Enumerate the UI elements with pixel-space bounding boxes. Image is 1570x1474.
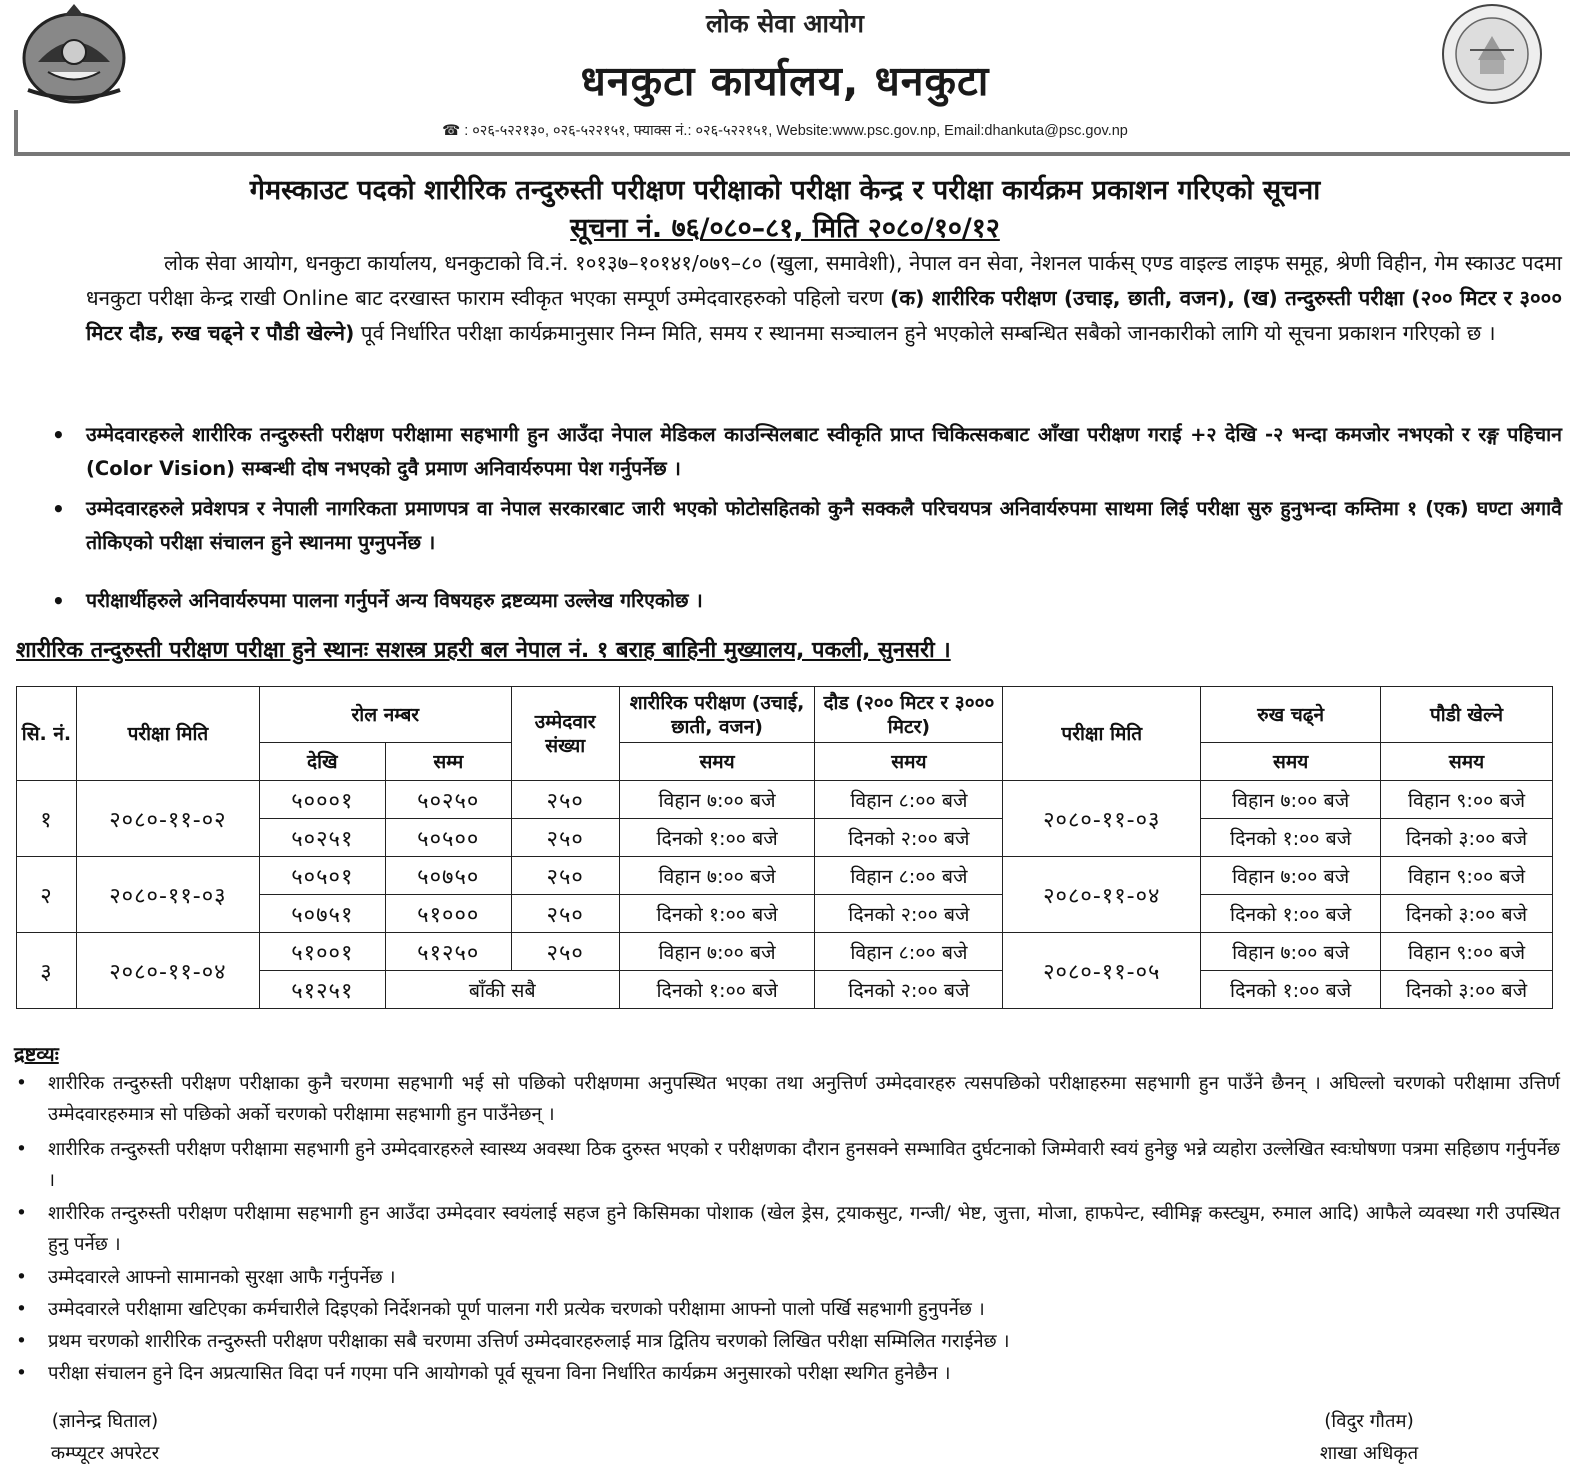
cell-race-time: विहान ८:०० बजे xyxy=(815,857,1003,895)
cell-roll-from: ५१२५१ xyxy=(259,971,385,1009)
header-exam-date-2: परीक्षा मिति xyxy=(1003,687,1201,781)
psc-seal-icon xyxy=(1440,2,1544,106)
contact-info: ☎ : ०२६-५२२१३०, ०२६-५२२१५१, फ्याक्स नं.: ०२६-५२२१५१, Website:www.psc.gov.np, Email:dhankuta@psc.gov.np xyxy=(442,123,1128,139)
remark-text: शारीरिक तन्दुरुस्ती परीक्षण परीक्षाका कुनै चरणमा सहभागी भई सो पछिको परीक्षणमा अनुपस्थित भएका तथा अनुत्तिर्ण उम्मेदवारहरु त्यसपछिको परीक्षाहरुमा सहभागी हुन पाउँने छैनन् । अघिल्लो चरणको परीक्षामा उत्तिर्ण उम्मेदवारहरुमात्र सो पछिको अर्को चरणको परीक्षामा सहभागी हुन पाउँनेछन् । xyxy=(48,1073,1560,1125)
list-item-text: उम्मेदवारहरुले शारीरिक तन्दुरुस्ती परीक्षण परीक्षामा सहभागी हुन आउँदा नेपाल मेडिकल काउन्सिलबाट स्वीकृति प्राप्त चिकित्सकबाट आँखा परीक्षण गराई +२ देखि -२ भन्दा कमजोर नभएको र रङ्ग पहिचान (Color Vision) सम्बन्धी दोष नभएको दुवै प्रमाण अनिवार्यरुपमा पेश गर्नुपर्नेछ । xyxy=(86,423,1562,480)
intro-paragraph xyxy=(86,246,1562,351)
signature-left xyxy=(20,1406,190,1470)
remarks-title: द्रष्टव्यः xyxy=(14,1042,59,1066)
cell-race-time: दिनको २:०० बजे xyxy=(815,819,1003,857)
cell-date: २०८०-११-०४ xyxy=(76,933,259,1009)
cell-race-time: दिनको २:०० बजे xyxy=(815,895,1003,933)
bullet-icon: • xyxy=(16,1139,27,1160)
cell-physical-time: विहान ७:०० बजे xyxy=(619,933,815,971)
remark-text: शारीरिक तन्दुरुस्ती परीक्षण परीक्षामा सहभागी हुन आउँदा उम्मेदवार स्वयंलाई सहज हुने किसिमका पोशाक (खेल ड्रेस, ट्रयाकसुट, गन्जी/ भेष्ट, जुत्ता, मोजा, हाफपेन्ट, स्वीमिङ्ग कस्ट्युम, रुमाल आदि) आफैले व्यवस्था गरी उपस्थित हुनु पर्नेछ । xyxy=(48,1203,1560,1255)
cell-sn: १ xyxy=(17,781,77,857)
cell-count: २५० xyxy=(511,895,619,933)
cell-sn: ३ xyxy=(17,933,77,1009)
table-row xyxy=(17,857,1553,895)
cell-tree-time: विहान ७:०० बजे xyxy=(1201,933,1381,971)
signatory-title: कम्प्यूटर अपरेटर xyxy=(50,1443,160,1464)
cell-roll-to: ५०२५० xyxy=(385,781,511,819)
intro-text-1: लोक सेवा आयोग, धनकुटा कार्यालय, धनकुटाको वि.नं. १०१३७–१०१४१/०७९–८० (खुला, समावेशी), नेपाल वन सेवा, नेशनल पार्कस् एण्ड वाइल्ड लाइफ समूह, श्रेणी विहीन, गेम स्काउट पदमा धनकुटा परीक्षा केन्द्र राखी Online बाट दरखास्त फाराम स्वीकृत भएका सम्पूर्ण उम्मेदवारहरुको पहिलो चरण xyxy=(86,251,1562,310)
header-race: दौड (२०० मिटर र ३००० मिटर) xyxy=(815,687,1003,743)
cell-roll-from: ५०२५१ xyxy=(259,819,385,857)
cell-swim-time: दिनको ३:०० बजे xyxy=(1381,819,1553,857)
bullet-icon: • xyxy=(16,1331,27,1352)
bullet-icon: • xyxy=(16,1363,27,1384)
cell-physical-time: दिनको १:०० बजे xyxy=(619,819,815,857)
cell-date-2: २०८०-११-०५ xyxy=(1003,933,1201,1009)
header-candidate-count: उम्मेदवार संख्या xyxy=(511,687,619,781)
header-time: समय xyxy=(619,743,815,781)
cell-roll-to: ५०५०० xyxy=(385,819,511,857)
cell-sn: २ xyxy=(17,857,77,933)
cell-race-time: दिनको २:०० बजे xyxy=(815,971,1003,1009)
header-exam-date: परीक्षा मिति xyxy=(76,687,259,781)
bullet-icon: • xyxy=(52,589,65,613)
cell-physical-time: विहान ७:०० बजे xyxy=(619,781,815,819)
cell-count: २५० xyxy=(511,933,619,971)
cell-swim-time: विहान ९:०० बजे xyxy=(1381,933,1553,971)
remark-text: उम्मेदवारले आफ्नो सामानको सुरक्षा आफै गर्नुपर्नेछ । xyxy=(48,1267,396,1288)
cell-roll-to: ५०७५० xyxy=(385,857,511,895)
header-swimming: पौडी खेल्ने xyxy=(1381,687,1553,743)
bullet-icon: • xyxy=(16,1073,27,1094)
header-physical-test: शारीरिक परीक्षण (उचाई, छाती, वजन) xyxy=(619,687,815,743)
notice-number-date: सूचना नं. ७६/०८०–८१, मिति २०८०/१०/१२ xyxy=(570,213,1000,244)
cell-roll-from: ५०५०१ xyxy=(259,857,385,895)
cell-roll-to: ५१००० xyxy=(385,895,511,933)
signatory-title: शाखा अधिकृत xyxy=(1319,1443,1419,1464)
cell-tree-time: दिनको १:०० बजे xyxy=(1201,819,1381,857)
cell-date-2: २०८०-११-०३ xyxy=(1003,781,1201,857)
cell-swim-time: विहान ९:०० बजे xyxy=(1381,781,1553,819)
intro-bold-text: (क) शारीरिक परीक्षण (उचाइ, छाती, वजन), (ख) तन्दुरुस्ती परीक्षा (२०० मिटर र ३००० मिटर दौड, रुख चढ्ने र पौडी खेल्ने) xyxy=(86,286,1562,345)
bullet-icon: • xyxy=(16,1267,27,1288)
cell-tree-time: दिनको १:०० बजे xyxy=(1201,895,1381,933)
bullet-icon: • xyxy=(52,497,65,521)
cell-roll-from: ५०७५१ xyxy=(259,895,385,933)
table-row xyxy=(17,781,1553,819)
header-roll-number: रोल नम्बर xyxy=(259,687,511,743)
cell-count: २५० xyxy=(511,781,619,819)
remark-text: उम्मेदवारले परीक्षामा खटिएका कर्मचारीले दिइएको निर्देशनको पूर्ण पालना गरी प्रत्येक चरणको परीक्षामा आफ्नो पालो पर्खि सहभागी हुनुपर्नेछ । xyxy=(48,1299,985,1320)
header-from: देखि xyxy=(259,743,385,781)
remark-text: प्रथम चरणको शारीरिक तन्दुरुस्ती परीक्षण परीक्षाका सबै चरणमा उत्तिर्ण उम्मेदवारहरुलाई मात्र द्वितिय चरणको लिखित परीक्षा सम्मिलित गराईनेछ । xyxy=(48,1331,1010,1352)
list-item-text: परीक्षार्थीहरुले अनिवार्यरुपमा पालना गर्नुपर्ने अन्य विषयहरु द्रष्टव्यमा उल्लेख गरिएकोछ । xyxy=(86,589,703,612)
signatory-name: (ज्ञानेन्द्र घिताल) xyxy=(51,1411,159,1432)
organization-name: लोक सेवा आयोग xyxy=(706,9,864,38)
header-time: समय xyxy=(1381,743,1553,781)
bullet-icon: • xyxy=(52,423,65,447)
cell-race-time: विहान ८:०० बजे xyxy=(815,933,1003,971)
cell-swim-time: विहान ९:०० बजे xyxy=(1381,857,1553,895)
signature-right xyxy=(1284,1406,1454,1470)
cell-date: २०८०-११-०३ xyxy=(76,857,259,933)
table-row xyxy=(17,933,1553,971)
cell-race-time: विहान ८:०० बजे xyxy=(815,781,1003,819)
cell-physical-time: विहान ७:०० बजे xyxy=(619,857,815,895)
cell-date-2: २०८०-११-०४ xyxy=(1003,857,1201,933)
letterhead xyxy=(0,0,1570,158)
bullet-icon: • xyxy=(16,1299,27,1320)
header-to: सम्म xyxy=(385,743,511,781)
header-time: समय xyxy=(815,743,1003,781)
bullet-icon: • xyxy=(16,1203,27,1224)
list-item-text: उम्मेदवारहरुले प्रवेशपत्र र नेपाली नागरिकता प्रमाणपत्र वा नेपाल सरकारबाट जारी भएको फोटोसहितको कुनै सक्कलै परिचयपत्र अनिवार्यरुपमा साथमा लिई परीक्षा सुरु हुनुभन्दा कम्तिमा १ (एक) घण्टा अगावै तोकिएको परीक्षा संचालन हुने स्थानमा पुग्नुपर्नेछ । xyxy=(86,497,1562,554)
notice-title: गेमस्काउट पदको शारीरिक तन्दुरुस्ती परीक्षण परीक्षाको परीक्षा केन्द्र र परीक्षा कार्यक्रम प्रकाशन गरिएको सूचना xyxy=(249,175,1321,206)
cell-roll-from: ५१००१ xyxy=(259,933,385,971)
cell-remaining-all: बाँकी सबै xyxy=(385,971,619,1009)
cell-tree-time: विहान ७:०० बजे xyxy=(1201,781,1381,819)
remark-text: शारीरिक तन्दुरुस्ती परीक्षण परीक्षामा सहभागी हुने उम्मेदवारहरुले स्वास्थ्य अवस्था ठिक दुरुस्त भएको र परीक्षणका दौरान हुनसक्ने सम्भावित दुर्घटनाको जिम्मेवारी स्वयं हुनेछु भन्ने व्यहोरा उल्लेखित स्वःघोषणा पत्रमा सहिछाप गर्नुपर्नेछ । xyxy=(48,1139,1560,1191)
cell-count: २५० xyxy=(511,857,619,895)
office-name: धनकुटा कार्यालय, धनकुटा xyxy=(580,57,990,105)
cell-roll-from: ५०००१ xyxy=(259,781,385,819)
header-tree-climb: रुख चढ्ने xyxy=(1201,687,1381,743)
intro-text-2: पूर्व निर्धारित परीक्षा कार्यक्रमानुसार निम्न मिति, समय र स्थानमा सञ्चालन हुने भएकोले सम्बन्धित सबैको जानकारीको लागि यो सूचना प्रकाशन गरिएको छ । xyxy=(354,321,1496,345)
schedule-table xyxy=(16,686,1553,1009)
cell-date: २०८०-११-०२ xyxy=(76,781,259,857)
cell-physical-time: दिनको १:०० बजे xyxy=(619,971,815,1009)
cell-roll-to: ५१२५० xyxy=(385,933,511,971)
cell-swim-time: दिनको ३:०० बजे xyxy=(1381,971,1553,1009)
header-sn: सि. नं. xyxy=(17,687,77,781)
cell-tree-time: विहान ७:०० बजे xyxy=(1201,857,1381,895)
cell-swim-time: दिनको ३:०० बजे xyxy=(1381,895,1553,933)
remark-text: परीक्षा संचालन हुने दिन अप्रत्यासित विदा पर्न गएमा पनि आयोगको पूर्व सूचना विना निर्धारित कार्यक्रम अनुसारको परीक्षा स्थगित हुनेछैन । xyxy=(48,1363,951,1384)
cell-physical-time: दिनको १:०० बजे xyxy=(619,895,815,933)
cell-tree-time: दिनको १:०० बजे xyxy=(1201,971,1381,1009)
signatory-name: (विदुर गौतम) xyxy=(1324,1411,1414,1432)
cell-count: २५० xyxy=(511,819,619,857)
exam-venue: शारीरिक तन्दुरुस्ती परीक्षण परीक्षा हुने स्थानः सशस्त्र प्रहरी बल नेपाल नं. १ बराह बाहिनी मुख्यालय, पकली, सुनसरी । xyxy=(16,638,951,663)
header-time: समय xyxy=(1201,743,1381,781)
